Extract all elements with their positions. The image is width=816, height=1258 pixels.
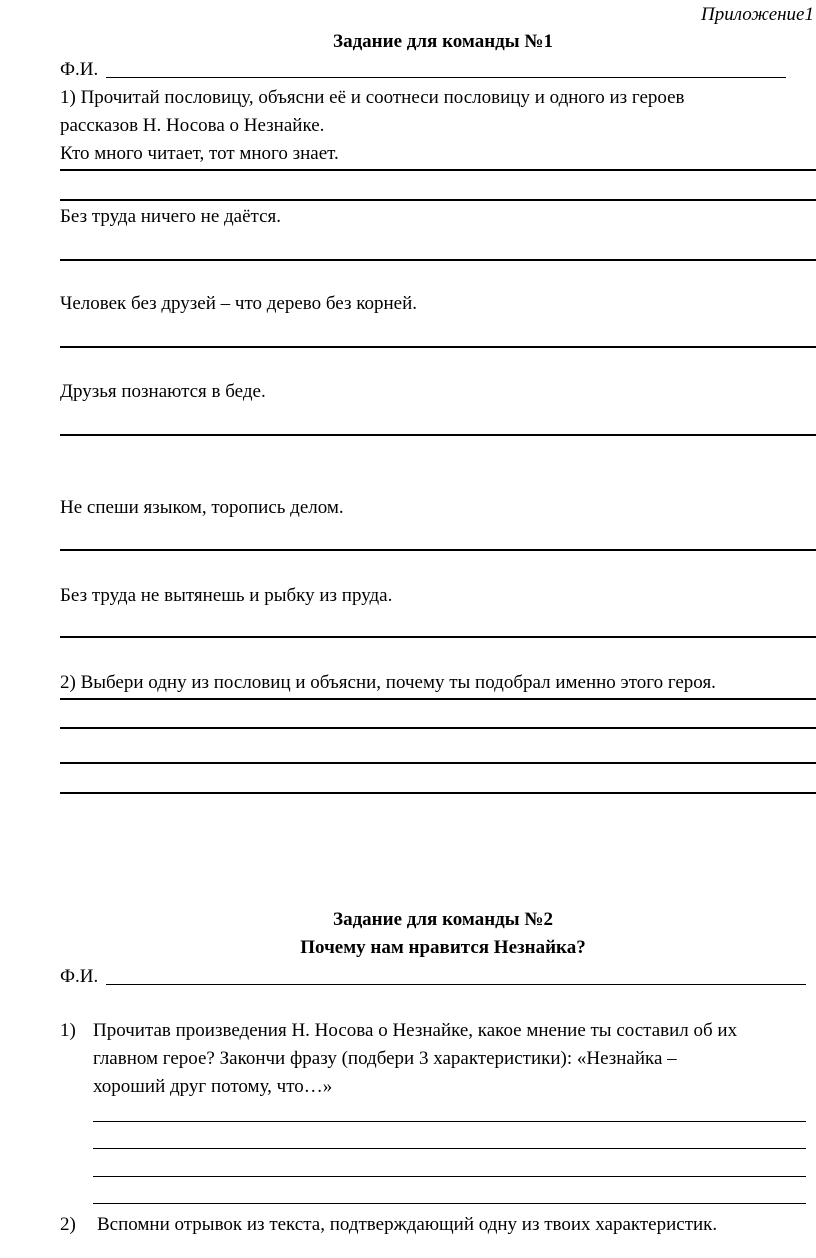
answer-line[interactable] xyxy=(93,1176,806,1177)
task1-fio-label: Ф.И. xyxy=(60,59,99,80)
answer-line[interactable] xyxy=(93,1121,806,1122)
answer-line[interactable] xyxy=(60,259,816,261)
answer-line[interactable] xyxy=(60,549,816,551)
task2-fio-field[interactable] xyxy=(106,984,806,985)
answer-line[interactable] xyxy=(60,169,816,171)
answer-line[interactable] xyxy=(60,762,816,764)
task2-question1-number: 1) xyxy=(60,1020,76,1041)
task2-question2: Вспомни отрывок из текста, подтверждающий одну из твоих характеристик. xyxy=(97,1214,718,1235)
proverb-1: Кто много читает, тот много знает. xyxy=(60,143,339,164)
proverb-5: Не спеши языком, торопись делом. xyxy=(60,497,344,518)
proverb-2: Без труда ничего не даётся. xyxy=(60,206,282,227)
task2-question1-line2: главном герое? Закончи фразу (подбери 3 характеристики): «Незнайка – xyxy=(93,1048,677,1069)
task1-question1-line2: рассказов Н. Носова о Незнайке. xyxy=(60,115,325,136)
answer-line[interactable] xyxy=(60,727,816,729)
proverb-6: Без труда не вытянешь и рыбку из пруда. xyxy=(60,585,393,606)
answer-line[interactable] xyxy=(60,636,816,638)
answer-line[interactable] xyxy=(60,792,816,794)
answer-line[interactable] xyxy=(60,346,816,348)
task1-question1-line1: 1) Прочитай пословицу, объясни её и соотнеси пословицу и одного из героев xyxy=(60,87,685,108)
task2-question2-number: 2) xyxy=(60,1214,76,1235)
answer-line[interactable] xyxy=(93,1203,806,1204)
proverb-4: Друзья познаются в беде. xyxy=(60,381,266,402)
task2-question1-line1: Прочитав произведения Н. Носова о Незнайке, какое мнение ты составил об их xyxy=(93,1020,738,1041)
task2-fio-label: Ф.И. xyxy=(60,966,99,987)
proverb-3: Человек без друзей – что дерево без корней. xyxy=(60,293,418,314)
task1-fio-field[interactable] xyxy=(106,77,786,78)
answer-line[interactable] xyxy=(60,434,816,436)
task1-question2: 2) Выбери одну из пословиц и объясни, почему ты подобрал именно этого героя. xyxy=(60,672,716,693)
task2-subtitle: Почему нам нравится Незнайка? xyxy=(300,937,586,958)
task2-title: Задание для команды №2 xyxy=(333,909,553,930)
answer-line[interactable] xyxy=(60,199,816,201)
answer-line[interactable] xyxy=(93,1148,806,1149)
appendix-label: Приложение1 xyxy=(701,4,814,25)
answer-line[interactable] xyxy=(60,698,816,700)
task1-title: Задание для команды №1 xyxy=(333,31,553,52)
task2-question1-line3: хороший друг потому, что…» xyxy=(93,1076,333,1097)
